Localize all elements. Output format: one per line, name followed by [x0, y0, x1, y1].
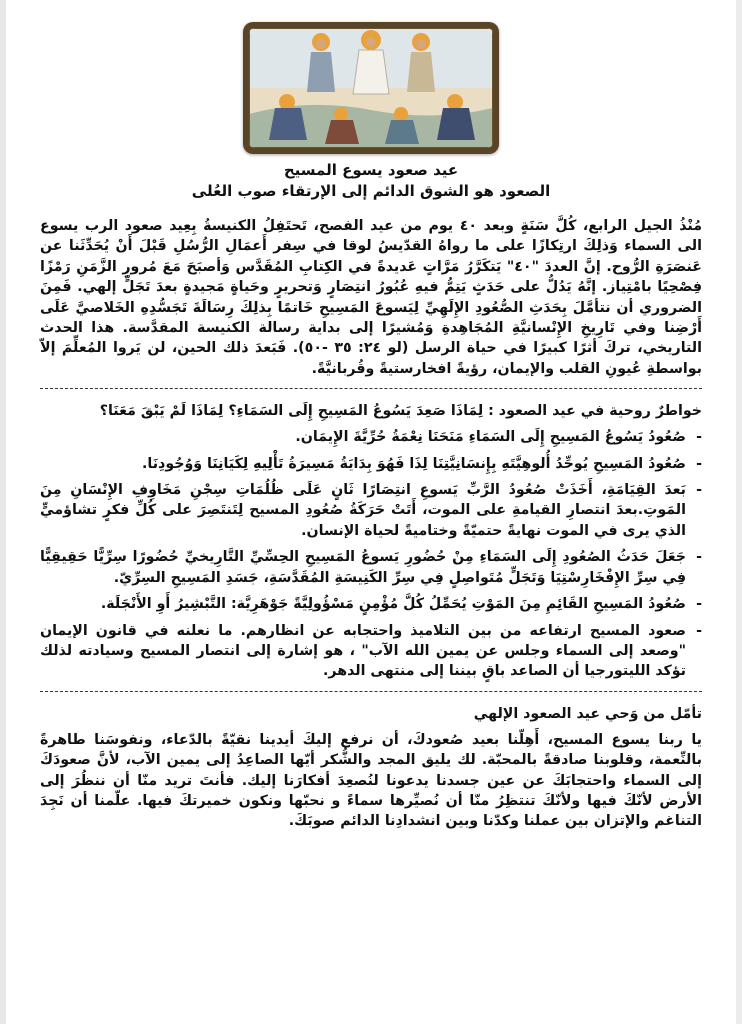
- page-subtitle: الصعود هو الشوق الدائم إلى الإرتقاء صوب العُلى: [191, 182, 551, 200]
- list-item-text: بَعدَ القِيَامَةِ، أَخَذَتْ صُعُودُ الرَّبِّ يَسوعِ انتِصَارًا ثَانٍ عَلَى ظُلُمَاتِ سِجْنِ مَخَاوِفِ الإِنْسَانِ مِنَ المَوتِ.بعدَ انتصارِ القيامةِ على الموت، أَتَتْ حَرَكَةُ صُعُودِ المسيح لِتَنتَصِرَ على كُلِّ فكرٍ تشاؤميٍّ الذي يرى في الموت نهايةً حتميّةً وختاميةً لحياة الإنسان.: [40, 482, 686, 539]
- list-item-text: صُعُودُ يَسُوعُ المَسِيحِ إِلَى السَمَاءِ مَنَحَنَا نِعْمَةُ حُرِّيَّةَ الإِيمَان.: [295, 429, 686, 446]
- page-title: عيد صعود يسوع المسيح: [283, 161, 459, 179]
- article-body: [40, 160, 702, 832]
- dash-bullet: -: [696, 455, 702, 472]
- meditation-paragraph: يا ربنا يسوع المسيح، أَهِلّنا بعيد صُعودكَ، أن نرفع إليكَ أيدينا نقيّةً بالدّعاء، ونفوسَنا طاهرةً بالنِّعمة، وقلوبنا صادقةً بالمحبّة. لك يليق المجد والشُّكر أيّها الصاعِدُ إلى يمين الآب، لأنَّ صعودَكَ إلى السماء واحتجابَكَ عن عين جسدنا يدعونا لنُصعِدَ أفكارَنا إليك. فأنتَ تريد منّا أن ننظُرَ إلى الأرض لأنّكَ فيها ولأنّكَ تنتظِرُ منّا أن نُصيِّرها سماءً و نحبّها ونكون خميرتكَ فيها. علّمنا أن نَجِدَ التناغم والإتزان بين عملنا وكدّنا وبين انشدادِنا الدائم صوبَكَ.: [40, 731, 702, 830]
- meditation-heading: تأمّل من وَحي عيد الصعود الإلهي: [473, 705, 702, 722]
- dash-bullet: -: [696, 482, 702, 499]
- list-item-text: صُعُودُ المَسِيحِ القَائِمِ مِنَ المَوْتِ يُحَمِّلُ كُلَّ مُؤْمِنٍ مَسْؤُولِيَّةً جَوْهَرِيَّة: التَّبْشِيرُ أَوِ الأَنْجَلَة.: [100, 596, 686, 613]
- dashed-divider: [40, 691, 702, 692]
- list-item-text: صعود المسيح ارتفاعه من بين التلاميذ واحتجابه عن انظارهم. ما نعلنه في قانون الإيمان "وصعد إلى السماء وجلس عن يمين الله الآب" ، هو إشارة إلى انتصار المسيح وسيادته لذلك تؤكد الليتورجيا أن الصاعد باقٍ بيننا إلى منتهى الدهر.: [40, 622, 686, 680]
- list-item: [40, 594, 702, 614]
- list-item: [40, 480, 702, 541]
- reflections-heading: خواطرٌ روحية في عيد الصعود : لِمَاذَا صَعِدَ يَسُوعُ المَسِيحِ إِلَى السَمَاءِ؟ لِمَاذَا لَمْ يَبْقَ مَعَنَا؟: [99, 403, 702, 420]
- list-item: [40, 547, 702, 588]
- right-margin-strip: [736, 0, 742, 1024]
- list-item: [40, 427, 702, 447]
- dashed-divider: [40, 388, 702, 389]
- list-item-text: صُعُودُ المَسِيحِ يُوحِّدُ أُلوهِيَّتَهِ بِإِنسَانِيَّتِنَا لِذَا فَهُوَ بِدَايَةُ مَسِيرَةُ تَأْلِيهِ لِكَيَانِنَا وَوُجُودِنَا.: [142, 455, 686, 472]
- reflections-list: [40, 427, 702, 681]
- ascension-icon-painting: [249, 28, 493, 148]
- list-item: [40, 621, 702, 682]
- dash-bullet: -: [696, 596, 702, 613]
- dash-bullet: -: [696, 622, 702, 639]
- dash-bullet: -: [696, 429, 702, 446]
- list-item-text: جَعَلَ حَدَثُ الصُعُودِ إِلَى السَمَاءِ مِنْ حُضُورِ يَسوعُ المَسِيحِ الحِسِّيِّ التَّارِيخيِّ حُضُورًا سِرِّيًّا حَقِيقِيًّا فِي سِرِّ الإِفْخَارِسْتِيَا وَتَجَلٍّ مُتَواصِلٍ فِي سِرِّ الكَنِيسَةِ المُقَدَّسَةِ، جَسَدِ المَسِيحِ السِرِّيّ.: [40, 549, 686, 586]
- dash-bullet: -: [696, 549, 702, 566]
- ascension-icon-image: [243, 22, 499, 154]
- list-item: [40, 454, 702, 474]
- intro-paragraph: مُنْذُ الجيل الرابع، كُلَّ سَنَةٍ وبعد ٤٠ يوم من عيد الفصح، تَحتَفِلُ الكنيسةُ بِعِيد صعود الرب يسوع الى السماء وَذلِكَ ارتِكازًا على ما رواهُ القدّيسُ لوقا في سِفر أَعمَالِ الرُّسُلِ قَبْلَ أَنْ يُحَدِّثَنا عن عَنصَرَةِ الرُّوح. إنَّ العددَ "٤٠" يَتكَرَّرُ مَرَّاتٍ عَديدةً في الكِتابِ المُقَدَّس وَأصبَحَ مَعَ مُرورِ الزَّمَنِ رَمْزًا فِصْحِيًا بامْتِياز. إنَّهُ يَدُلُّ على حَدَثٍ يَتِمُّ فيهِ عُبُورُ انتِصَارٍ وَتحريرٍ وحَياةٍ مَجيدةٍ بعدَ تَجَلٍّ إلهي. فَمِنَ الضروري أن نتأمَّلَ بِحَدَثِ الصُّعُودِ الإِلَهِيِّ لِيَسوعَ المَسِيحِ خَاتمًا بِذلِكَ رِسَالَةَ تَجَسُّدِهِ الخَلاصيَّ عَلَى أَرْضِنا وفي تَارِيخِ الإِنْسانيَّةِ المُجَاهِدةِ وَمُشيرًا إلى بداية رسالة الكنيسة المقدَّسة. هذا الحدث التاريخي، تركَ أثرًا كبيرًا في حياة الرسل (لو ٢٤: ٣٥ -٥٠). فَبَعدَ ذلك الحين، لن يَروا المُعلِّمَ إلاّ بواسطةِ عُيونِ القلب والإيمان، رؤيةً افخارستيةً وقُربانيَّةً.: [40, 218, 703, 377]
- left-margin-strip: [0, 0, 6, 1024]
